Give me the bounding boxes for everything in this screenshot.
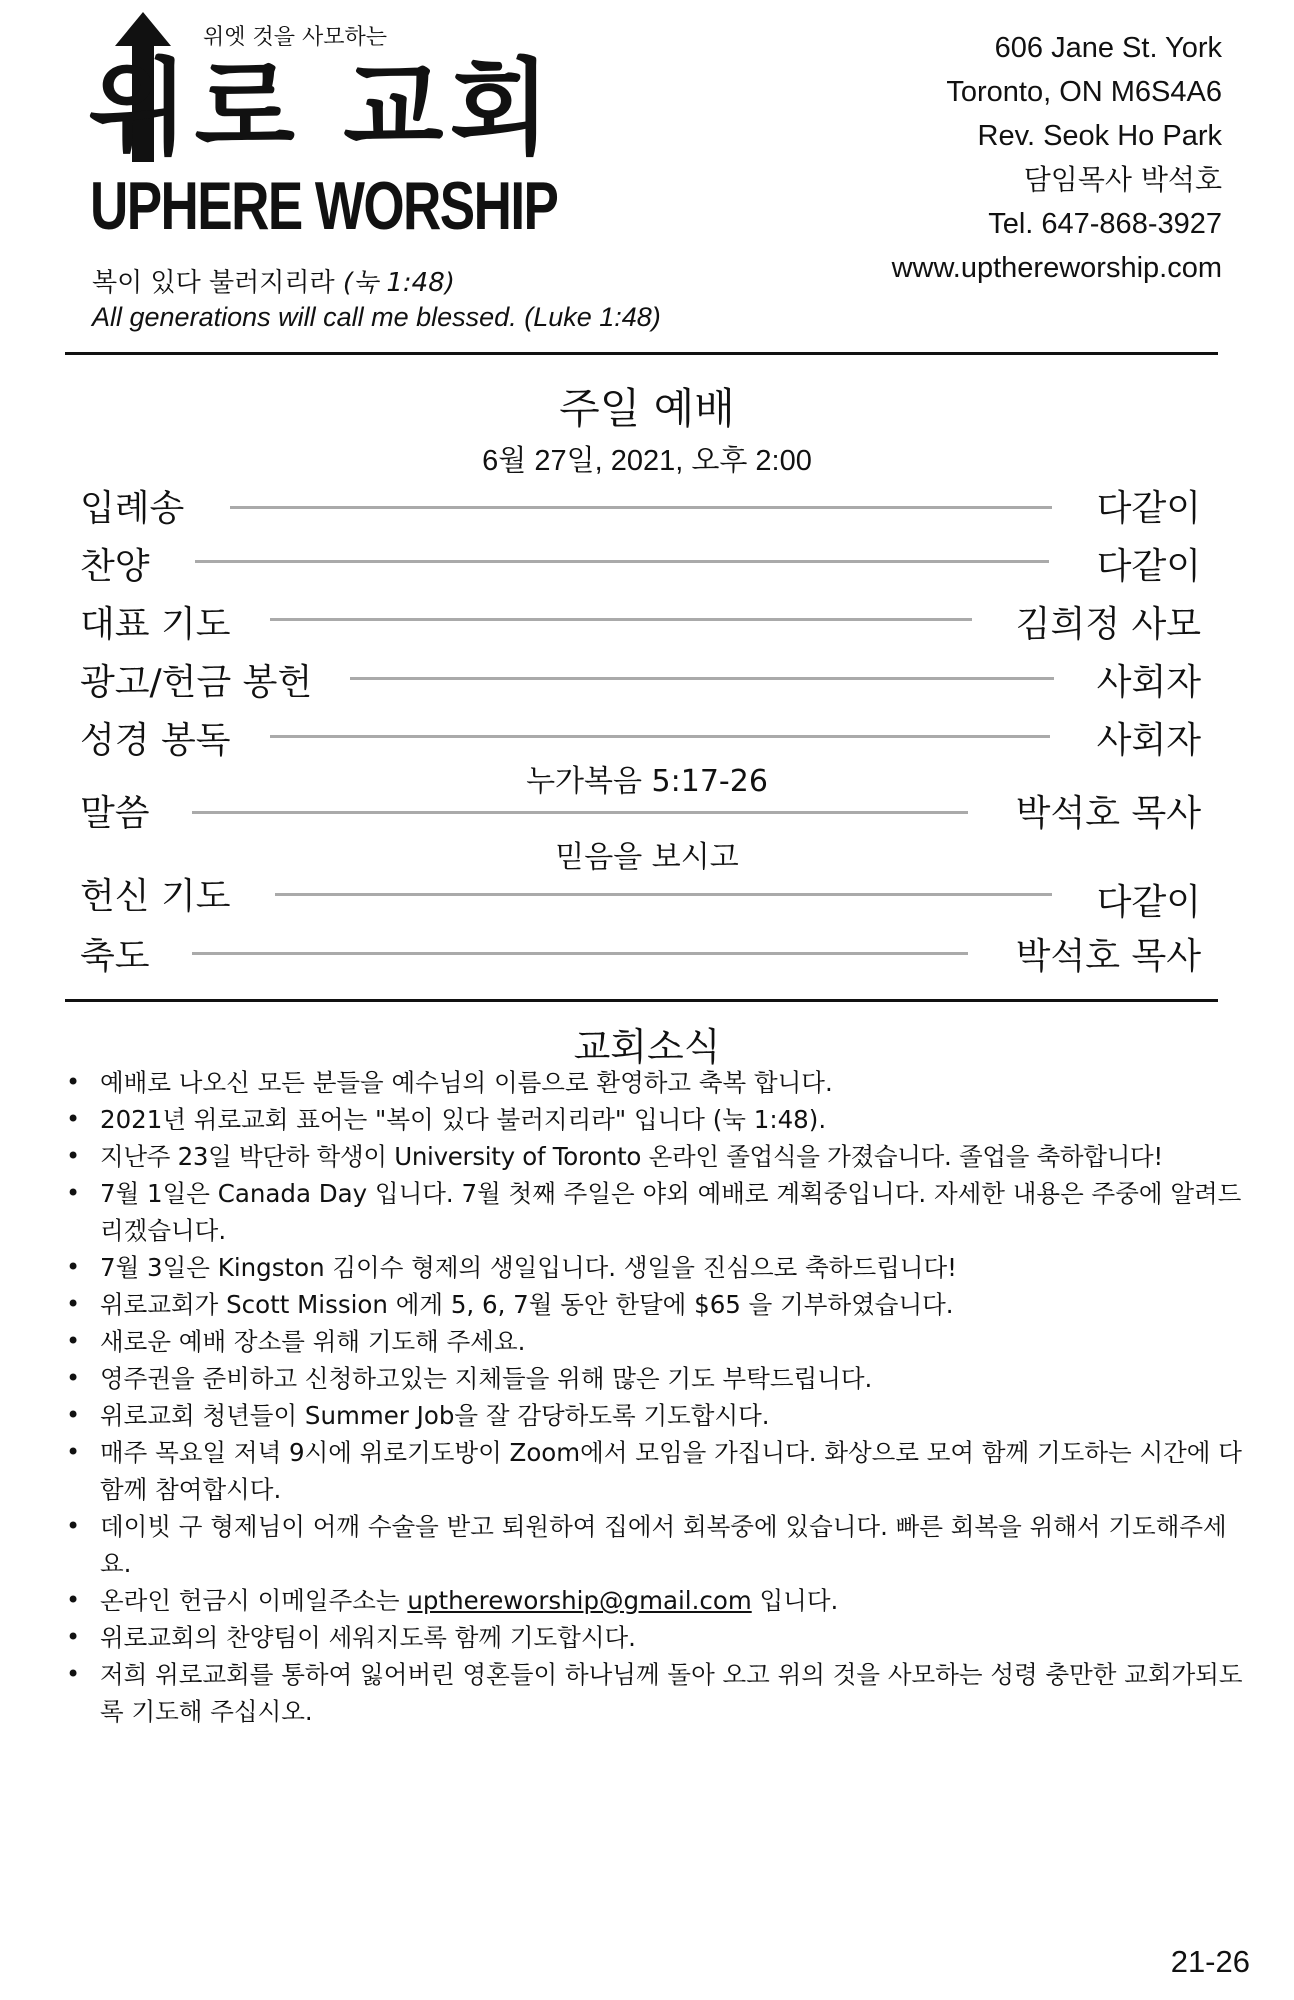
order-item-label: 축도 <box>80 936 150 977</box>
dotted-leader-line <box>192 811 968 814</box>
news-item: • 7월 3일은 Kingston 김이수 형제의 생일입니다. 생일을 진심으로 축하드립니다! <box>66 1249 1246 1286</box>
news-item: • 위로교회 청년들이 Summer Job을 잘 감당하도록 기도합시다. <box>66 1397 1246 1434</box>
header-divider <box>65 352 1218 355</box>
news-item: • 데이빗 구 형제님이 어깨 수술을 받고 퇴원하여 집에서 회복중에 있습니다. 빠른 회복을 위해서 기도해주세요. <box>66 1508 1246 1582</box>
motto-reference: (눅 1:48) <box>342 268 455 298</box>
order-item-label: 입례송 <box>80 488 185 529</box>
news-item: • 예배로 나오신 모든 분들을 예수님의 이름으로 환영하고 축복 합니다. <box>66 1064 1246 1101</box>
motto-text: 복이 있다 불러지리라 <box>92 268 335 298</box>
pastor-name-english: Rev. Seok Ho Park <box>977 120 1222 152</box>
news-list <box>66 1064 1246 1730</box>
city-address: Toronto, ON M6S4A6 <box>946 76 1222 108</box>
news-item: • 위로교회의 찬양팀이 세워지도록 함께 기도합시다. <box>66 1619 1246 1656</box>
church-name-korean: 위로 교회 <box>88 47 557 169</box>
order-item-leader: 다같이 <box>1096 882 1201 923</box>
order-item-label: 성경 봉독 <box>80 720 231 761</box>
news-item: • 새로운 예배 장소를 위해 기도해 주세요. <box>66 1323 1246 1360</box>
order-item-label: 헌신 기도 <box>80 876 231 917</box>
order-item-leader: 다같이 <box>1096 546 1201 587</box>
news-title: 교회소식 <box>573 1025 721 1069</box>
order-item-label: 말씀 <box>80 793 150 834</box>
news-item: • 영주권을 준비하고 신청하고있는 지체들을 위해 많은 기도 부탁드립니다. <box>66 1360 1246 1397</box>
dotted-leader-line <box>270 618 972 621</box>
giving-email-link[interactable]: upthereworship@gmail.com <box>407 1586 752 1615</box>
dotted-leader-line <box>350 677 1054 680</box>
motto-verse-korean <box>92 262 455 299</box>
news-item: • 7월 1일은 Canada Day 입니다. 7월 첫째 주일은 야외 예배로 계획중입니다. 자세한 내용은 주중에 알려드리겠습니다. <box>66 1175 1246 1249</box>
dotted-leader-line <box>195 560 1049 563</box>
website-link[interactable]: www.upthereworship.com <box>891 252 1222 284</box>
news-item: • 위로교회가 Scott Mission 에게 5, 6, 7월 동안 한달에 $65 을 기부하였습니다. <box>66 1286 1246 1323</box>
news-item: • 저희 위로교회를 통하여 잃어버린 영혼들이 하나님께 돌아 오고 위의 것을 사모하는 성령 충만한 교회가되도록 기도해 주십시오. <box>66 1656 1246 1730</box>
sermon-title: 믿음을 보시고 <box>555 840 739 875</box>
order-item-leader: 박석호 목사 <box>1015 936 1201 977</box>
news-item: • 2021년 위로교회 표어는 "복이 있다 불러지리라" 입니다 (눅 1:48). <box>66 1101 1246 1138</box>
service-divider <box>65 999 1218 1002</box>
motto-verse-english: All generations will call me blessed. (Luke 1:48) <box>92 302 661 332</box>
page-number: 21-26 <box>1170 1944 1250 1979</box>
order-item-leader: 사회자 <box>1096 720 1201 761</box>
order-item-leader: 박석호 목사 <box>1015 793 1201 834</box>
order-item-leader: 사회자 <box>1096 662 1201 703</box>
pastor-name-korean: 담임목사 박석호 <box>1023 163 1222 196</box>
order-item-label: 대표 기도 <box>80 604 231 645</box>
order-item-label: 광고/헌금 봉헌 <box>80 662 313 703</box>
service-title: 주일 예배 <box>559 384 735 433</box>
giving-suffix: 입니다. <box>759 1586 839 1615</box>
order-item-leader: 김희정 사모 <box>1015 604 1201 645</box>
telephone: Tel. 647-868-3927 <box>988 208 1222 240</box>
church-name-english: UPHERE WORSHIP <box>90 168 558 244</box>
news-item-online-giving <box>66 1582 1246 1619</box>
dotted-leader-line <box>275 893 1052 896</box>
dotted-leader-line <box>270 735 1050 738</box>
street-address: 606 Jane St. York <box>994 32 1222 64</box>
contact-block <box>892 26 1222 290</box>
order-item-label: 찬양 <box>80 546 150 587</box>
dotted-leader-line <box>192 952 968 955</box>
logo-tagline: 위엣 것을 사모하는 <box>203 25 388 50</box>
dotted-leader-line <box>230 506 1052 509</box>
service-date: 6월 27일, 2021, 오후 2:00 <box>482 445 812 477</box>
order-item-leader: 다같이 <box>1096 488 1201 529</box>
giving-prefix: 온라인 헌금시 이메일주소는 <box>100 1586 400 1615</box>
news-item: • 매주 목요일 저녁 9시에 위로기도방이 Zoom에서 모임을 가집니다. 화상으로 모여 함께 기도하는 시간에 다함께 참여합시다. <box>66 1434 1246 1508</box>
news-item: • 지난주 23일 박단하 학생이 University of Toronto 온라인 졸업식을 가졌습니다. 졸업을 축하합니다! <box>66 1138 1246 1175</box>
scripture-reference: 누가복음 5:17-26 <box>526 764 768 799</box>
